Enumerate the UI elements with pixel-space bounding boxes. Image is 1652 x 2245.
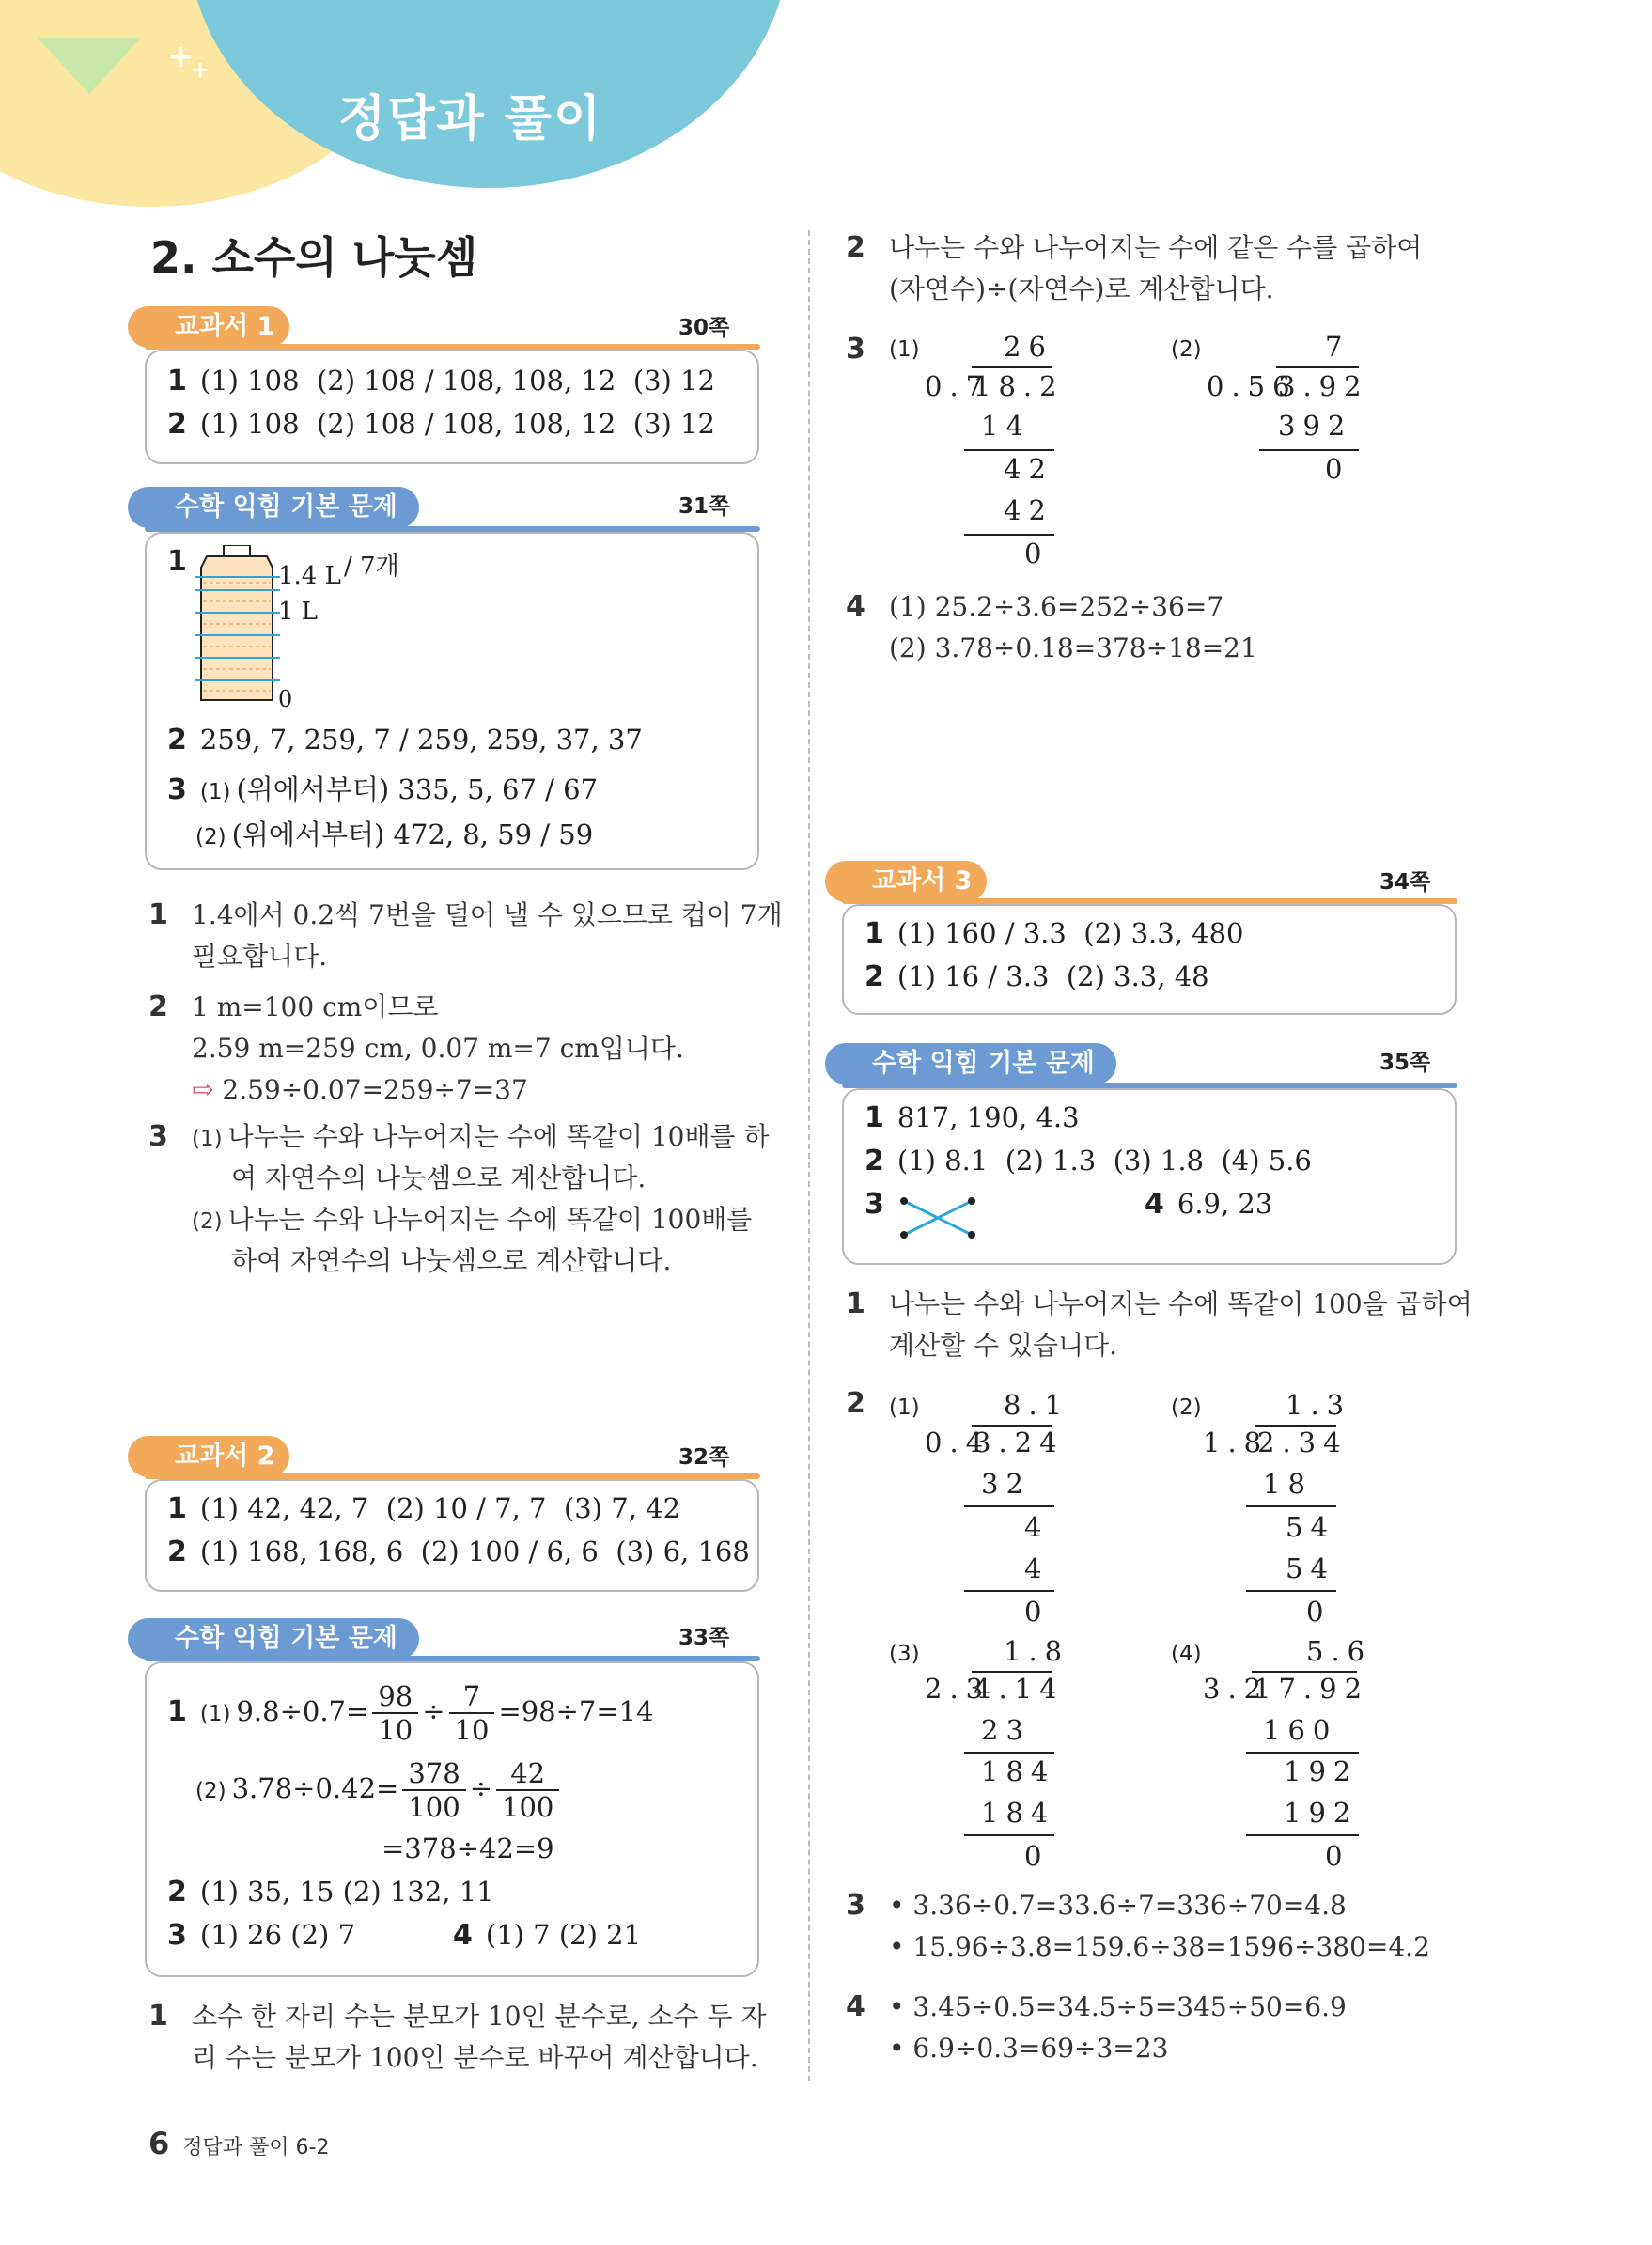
explanation-text: (1) 나누는 수와 나누어지는 수에 똑같이 10배를 하 [192, 1121, 770, 1152]
ld-step: 42 [1004, 494, 1053, 526]
ld-dividend: 17.92 [1254, 1673, 1370, 1705]
ld-bar [1255, 1425, 1336, 1427]
explanation-text: • 3.36÷0.7=33.6÷7=336÷70=4.8 [889, 1890, 1347, 1921]
explanation-number: 3 [846, 1889, 865, 1922]
ld-line [1246, 1590, 1336, 1592]
ld-step: 23 [981, 1714, 1031, 1746]
explanation-text: • 15.96÷3.8=159.6÷38=1596÷380=4.2 [889, 1931, 1430, 1962]
page-footer [148, 2126, 329, 2161]
ld-step: 4 [1024, 1552, 1050, 1584]
ld-bar [1276, 366, 1359, 368]
explanation-text: (1) 25.2÷3.6=252÷36=7 [889, 591, 1224, 622]
fraction: $\frac{42}{100}$ [496, 1757, 559, 1823]
answer-row: 1 817, 190, 4.3 [865, 1101, 1080, 1134]
explanation-number: 1 [846, 1287, 865, 1320]
answer-text: (위에서부터) 335, 5, 67 / 67 [236, 773, 599, 805]
ld-line [1246, 1752, 1359, 1754]
ld-divisor: 0.4 [925, 1427, 991, 1458]
explanation-number: 1 [148, 898, 168, 931]
plus-icon-small: + [191, 56, 210, 83]
explanation-text: 리 수는 분모가 100인 분수로 바꾸어 계산합니다. [192, 2042, 758, 2073]
answer-text: (3) 12 [632, 365, 715, 397]
ld-line [1246, 1834, 1359, 1836]
ld-step: 184 [981, 1797, 1056, 1829]
q-number: 2 [167, 724, 187, 756]
answer-row: 4 6.9, 23 [1145, 1188, 1273, 1221]
ld-step: 4 [1024, 1511, 1050, 1543]
explanation-number: 1 [148, 2000, 168, 2033]
tab-practice: 수학 익힘 기본 문제 [128, 1618, 419, 1660]
answer-text: (2) 108 / 108, 108, 12 [316, 365, 616, 397]
q-number: 1 [167, 365, 187, 398]
explanation-text: 나누는 수와 나누어지는 수에 똑같이 100을 곱하여 [889, 1288, 1473, 1319]
answer-row [167, 724, 643, 756]
answer-row [167, 365, 715, 398]
part-label: (2) [1171, 1395, 1202, 1420]
tab-textbook-1: 교과서 1 [128, 306, 289, 348]
ld-quotient: 5.6 [1306, 1635, 1373, 1667]
answer-text: / 7개 [344, 553, 399, 581]
answer-row: 3 (1) 26 (2) 7 [167, 1919, 356, 1952]
answer-row: (2) (위에서부터) 472, 8, 59 / 59 [195, 818, 594, 850]
ld-step: 0 [1024, 538, 1050, 569]
ld-step: 160 [1263, 1714, 1338, 1746]
answer-text: (1) 108 [199, 365, 300, 397]
ld-line [964, 1834, 1054, 1836]
page-ref: 35쪽 [1379, 1051, 1431, 1075]
answer-row: 3 [865, 1188, 884, 1221]
ld-line [964, 449, 1054, 451]
answer-row: 2 (1) 168, 168, 6 (2) 100 / 6, 6 (3) 6, 168 [167, 1536, 750, 1568]
q-number: 2 [167, 408, 187, 441]
answer-row: 1 (1) 42, 42, 7 (2) 10 / 7, 7 (3) 7, 42 [167, 1492, 681, 1525]
ld-step: 54 [1286, 1552, 1335, 1584]
explanation-text: 소수 한 자리 수는 분모가 10인 분수로, 소수 두 자 [192, 2001, 767, 2032]
ld-divisor: 0.7 [925, 370, 991, 402]
explanation-text: 1 m=100 cm이므로 [192, 991, 439, 1022]
ld-step: 192 [1284, 1797, 1359, 1829]
answer-text: (1) 108 [199, 408, 300, 440]
ld-dividend: 18.2 [974, 370, 1065, 402]
header-decoration-triangle [38, 38, 141, 94]
answer-row: 2 (1) 16 / 3.3 (2) 3.3, 48 [865, 960, 1209, 993]
ld-divisor: 1.8 [1203, 1427, 1270, 1458]
ld-divisor: 0.56 [1207, 370, 1298, 402]
explanation-text: 1.4에서 0.2씩 7번을 덜어 낼 수 있으므로 컵이 7개 [192, 899, 783, 930]
explanation-text: 계산할 수 있습니다. [889, 1330, 1118, 1361]
q-number: 1 [167, 545, 187, 578]
explanation-number: 3 [846, 333, 865, 366]
bottle-illustration [194, 545, 288, 705]
explanation-number: 2 [148, 990, 168, 1023]
page-ref: 31쪽 [678, 494, 730, 519]
answer-row: 3 (1) (위에서부터) 335, 5, 67 / 67 [167, 773, 599, 806]
ld-quotient: 8.1 [1004, 1389, 1070, 1421]
tab-textbook-3: 교과서 3 [825, 861, 987, 902]
answer-row: 4 (1) 7 (2) 21 [453, 1919, 642, 1952]
ld-step: 32 [981, 1468, 1031, 1500]
explanation-text: 2.59 m=259 cm, 0.07 m=7 cm입니다. [192, 1033, 684, 1064]
ld-line [964, 1752, 1054, 1754]
page-ref: 30쪽 [678, 316, 730, 340]
ld-bar [972, 366, 1052, 368]
explanation-number: 3 [148, 1120, 168, 1153]
answer-text: (위에서부터) 472, 8, 59 / 59 [231, 818, 594, 850]
ld-step: 18 [1263, 1468, 1313, 1500]
ld-step: 192 [1284, 1755, 1359, 1787]
section-title: 2. 소수의 나눗셈 [150, 232, 478, 283]
label-zero: 0 [278, 686, 293, 712]
tab-textbook-2: 교과서 2 [128, 1436, 289, 1477]
ld-dividend: 3.24 [974, 1427, 1065, 1458]
ld-line [964, 1590, 1054, 1592]
ld-line [964, 534, 1054, 536]
ld-step: 392 [1278, 410, 1353, 442]
explanation-text: 하여 자연수의 나눗셈으로 계산합니다. [231, 1245, 672, 1276]
explanation-text: 여 자연수의 나눗셈으로 계산합니다. [231, 1162, 647, 1193]
explanation-number: 4 [846, 1990, 865, 2023]
ld-divisor: 2.3 [925, 1673, 991, 1705]
q-number: 3 [167, 773, 187, 806]
fraction: $\frac{98}{10}$ [372, 1680, 418, 1746]
explanation-text: • 3.45÷0.5=34.5÷5=345÷50=6.9 [889, 1991, 1347, 2022]
ld-quotient: 1.8 [1004, 1635, 1070, 1667]
answer-text: =378÷42=9 [382, 1832, 554, 1864]
part-label: (3) [889, 1642, 920, 1666]
page-header-title: 정답과 풀이 [338, 91, 603, 148]
explanation-number: 4 [846, 590, 865, 623]
part-label: (2) [1171, 337, 1202, 362]
explanation-number: 2 [846, 231, 865, 264]
explanation-text: (2) 3.78÷0.18=378÷18=21 [889, 632, 1257, 663]
explanation-text: (자연수)÷(자연수)로 계산합니다. [889, 273, 1274, 304]
page-ref: 33쪽 [678, 1626, 730, 1650]
part-label: (1) [889, 337, 920, 362]
tab-practice: 수학 익힘 기본 문제 [128, 487, 419, 528]
answer-row: 2 (1) 8.1 (2) 1.3 (3) 1.8 (4) 5.6 [865, 1145, 1312, 1177]
ld-bar [1252, 1671, 1357, 1673]
explanation-number: 2 [846, 1387, 865, 1420]
ld-bar [972, 1425, 1052, 1427]
ld-step: 0 [1306, 1596, 1332, 1628]
ld-step: 0 [1325, 453, 1350, 485]
answer-text: 259, 7, 259, 7 / 259, 259, 37, 37 [199, 724, 643, 756]
answer-row [167, 408, 715, 441]
fraction: $\frac{378}{100}$ [402, 1757, 465, 1823]
page-ref: 32쪽 [678, 1445, 730, 1470]
ld-step: 0 [1024, 1596, 1050, 1628]
ld-line [1259, 449, 1359, 451]
page-number: 6 [148, 2126, 170, 2161]
answer-row-fraction-2: (2) 3.78÷0.42= $\frac{378}{100}$ ÷ $\frac{42}{100}$ [195, 1757, 563, 1823]
page-ref: 34쪽 [1379, 870, 1431, 895]
answer-row-fraction-1: 1 (1) 9.8÷0.7= $\frac{98}{10}$ ÷ $\frac{7}{10}$ =98÷7=14 [167, 1680, 654, 1746]
ld-divisor: 3.2 [1203, 1673, 1270, 1705]
explanation-text: 나누는 수와 나누어지는 수에 같은 수를 곱하여 [889, 232, 1423, 263]
ld-quotient: 1.3 [1286, 1389, 1352, 1421]
part-label: (4) [1171, 1642, 1202, 1666]
tab-practice: 수학 익힘 기본 문제 [825, 1043, 1116, 1084]
ld-step: 14 [981, 410, 1031, 442]
plus-icon: + [167, 38, 195, 75]
ld-quotient: 7 [1325, 331, 1350, 363]
column-divider [808, 230, 810, 2081]
footer-text: 정답과 풀이 6-2 [182, 2136, 330, 2159]
answer-row: 1 (1) 160 / 3.3 (2) 3.3, 480 [865, 917, 1244, 950]
ld-step: 184 [981, 1755, 1056, 1787]
explanation-text: (2) 나누는 수와 나누어지는 수에 똑같이 100배를 [192, 1204, 753, 1235]
ld-step: 0 [1024, 1840, 1050, 1872]
fraction: $\frac{7}{10}$ [449, 1680, 495, 1746]
ld-step: 54 [1286, 1511, 1335, 1543]
ld-line [964, 1505, 1054, 1507]
matching-lines-diagram [898, 1195, 977, 1240]
ld-dividend: 2.34 [1257, 1427, 1348, 1458]
answer-text: (3) 12 [632, 408, 715, 440]
label-1-4L: 1.4 L [278, 562, 341, 590]
ld-dividend: 3.92 [1278, 370, 1369, 402]
answer-text: (2) 108 / 108, 108, 12 [316, 408, 616, 440]
explanation-text: • 6.9÷0.3=69÷3=23 [889, 2033, 1169, 2064]
ld-step: 0 [1325, 1840, 1350, 1872]
arrow-icon: ⇨ [192, 1074, 214, 1105]
ld-step: 42 [1004, 453, 1053, 485]
ld-quotient: 26 [1004, 331, 1053, 363]
ld-bar [972, 1671, 1052, 1673]
part-label: (1) [889, 1395, 920, 1420]
explanation-text: 필요합니다. [192, 941, 328, 972]
label-1L: 1 L [278, 598, 319, 626]
answer-row: 2 (1) 35, 15 (2) 132, 11 [167, 1876, 494, 1909]
explanation-text: ⇨ 2.59÷0.07=259÷7=37 [192, 1074, 528, 1105]
ld-line [1246, 1505, 1336, 1507]
ld-dividend: 4.14 [974, 1673, 1065, 1705]
